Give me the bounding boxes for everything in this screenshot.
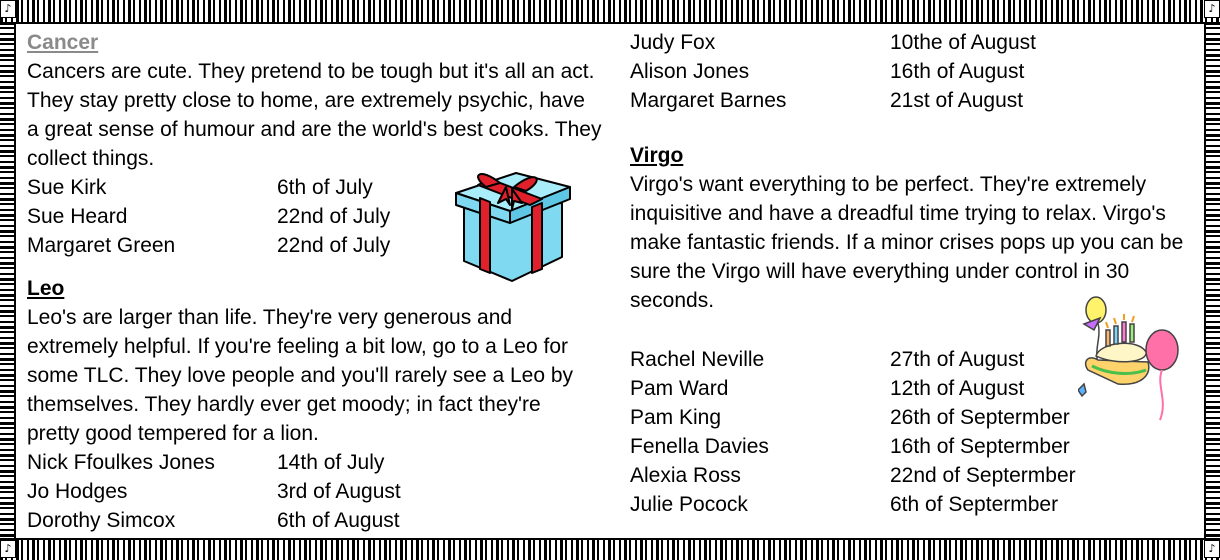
cancer-heading: Cancer <box>27 31 99 54</box>
person-name: Pam Ward <box>630 377 729 400</box>
leo-description: Leo's are larger than life. They're very generous and extremely helpful. If you're feeling a bit low, go to a Leo for some TLC. They love people and you'll rarely see a Leo by themselves. They hardly ever get moody; in fact they're pretty good tempered for a lion. <box>27 306 574 445</box>
birthday-date: 6th of July <box>277 176 373 199</box>
person-name: Margaret Green <box>27 234 176 257</box>
person-name: Margaret Barnes <box>630 89 787 112</box>
birthday-date: 16th of August <box>890 60 1025 83</box>
piano-border-left <box>0 22 16 538</box>
birthday-date: 14th of July <box>277 451 385 474</box>
person-name: Jo Hodges <box>27 480 128 503</box>
birthday-date: 21st of August <box>890 89 1024 112</box>
piano-border-top <box>0 0 1220 24</box>
person-name: Nick Ffoulkes Jones <box>27 451 215 474</box>
birthday-date: 26th of Septermber <box>890 406 1070 429</box>
leo-heading: Leo <box>27 277 65 300</box>
person-name: Sue Kirk <box>27 176 107 199</box>
piano-border-bottom <box>0 538 1220 560</box>
person-name: Alison Jones <box>630 60 750 83</box>
list-item <box>27 448 597 477</box>
birthday-date: 6th of Septermber <box>890 493 1059 516</box>
person-name: Dorothy Simcox <box>27 509 176 532</box>
music-note-icon: ♪ <box>1204 540 1220 558</box>
right-column <box>630 28 1200 519</box>
person-name: Julie Pocock <box>630 493 748 516</box>
person-name: Pam King <box>630 406 722 429</box>
piano-border-right <box>1204 22 1220 538</box>
music-note-icon: ♪ <box>0 540 16 558</box>
birthday-date: 10the of August <box>890 31 1036 54</box>
person-name: Fenella Davies <box>630 435 769 458</box>
list-item <box>630 461 1200 490</box>
music-note-icon: ♪ <box>0 0 16 18</box>
list-item <box>630 432 1200 461</box>
person-name: Alexia Ross <box>630 464 741 487</box>
cancer-description: Cancers are cute. They pretend to be tough but it's all an act. They stay pretty close to home, are extremely psychic, have a great sense of humour and are the world's best cooks. They collect things. <box>27 60 602 170</box>
list-item <box>630 57 1200 86</box>
virgo-heading: Virgo <box>630 144 684 167</box>
person-name: Rachel Neville <box>630 348 765 371</box>
person-name: Sue Heard <box>27 205 128 228</box>
birthday-cake-icon <box>1078 290 1190 425</box>
birthday-date: 22nd of July <box>277 234 391 257</box>
list-item <box>27 477 597 506</box>
birthday-date: 6th of August <box>277 509 400 532</box>
birthday-date: 22nd of Septermber <box>890 464 1076 487</box>
music-note-icon: ♪ <box>1204 0 1220 18</box>
birthday-date: 3rd of August <box>277 480 401 503</box>
gift-box-icon <box>450 165 580 285</box>
list-item <box>27 506 597 535</box>
list-item <box>630 86 1200 115</box>
birthday-date: 12th of August <box>890 377 1025 400</box>
virgo-description: Virgo's want everything to be perfect. They're extremely inquisitive and have a dreadful time trying to relax. Virgo's make fantastic friends. If a minor crises pops up you can be sure the Virgo will have everything under control in 30 seconds. <box>630 173 1184 312</box>
birthday-date: 27th of August <box>890 348 1025 371</box>
person-name: Judy Fox <box>630 31 716 54</box>
birthday-date: 16th of Septermber <box>890 435 1070 458</box>
list-item <box>630 490 1200 519</box>
birthday-date: 22nd of July <box>277 205 391 228</box>
list-item <box>630 28 1200 57</box>
